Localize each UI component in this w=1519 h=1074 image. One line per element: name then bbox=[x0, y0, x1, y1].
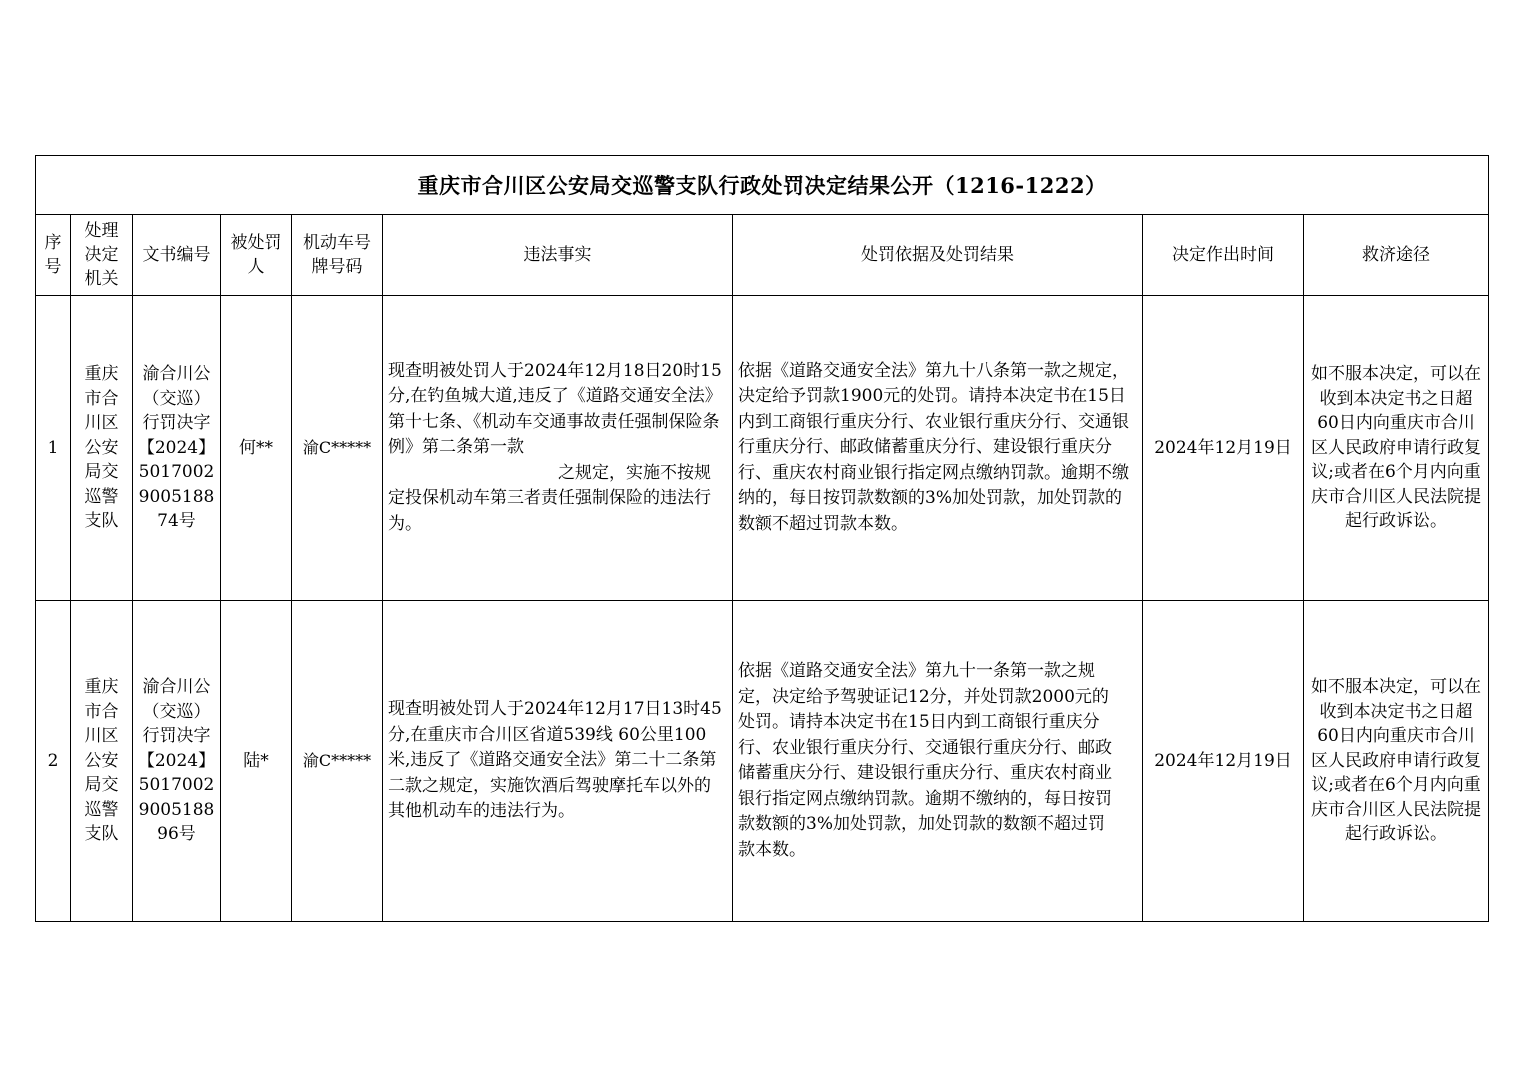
cell-basis bbox=[733, 601, 1143, 922]
cell-facts-text bbox=[383, 359, 732, 538]
cell-plate: 渝C***** bbox=[292, 296, 383, 601]
table-title: 重庆市合川区公安局交巡警支队行政处罚决定结果公开（1216-1222） bbox=[36, 156, 1489, 215]
header-facts: 违法事实 bbox=[383, 215, 733, 296]
cell-seq: 2 bbox=[36, 601, 71, 922]
cell-plate: 渝C***** bbox=[292, 601, 383, 922]
header-date: 决定作出时间 bbox=[1143, 215, 1304, 296]
header-basis: 处罚依据及处罚结果 bbox=[733, 215, 1143, 296]
cell-doc-no bbox=[133, 296, 221, 601]
table-row bbox=[36, 601, 1489, 922]
cell-remedy bbox=[1304, 601, 1489, 922]
cell-basis-text: 依据《道路交通安全法》第九十八条第一款之规定，决定给予罚款1900元的处罚。请持本决定书在15日内到工商银行重庆分行、农业银行重庆分行、交通银行重庆分行、邮政储蓄重庆分行、建设银行重庆分行、重庆农村商业银行指定网点缴纳罚款。逾期不缴纳的，每日按罚款数额的3%加处罚款，加处罚款的数额不超过罚款本数。 bbox=[738, 360, 1129, 534]
header-plate bbox=[292, 215, 383, 296]
cell-person: 何** bbox=[221, 296, 292, 601]
cell-remedy-text: 如不服本决定，可以在收到本决定书之日超60日内向重庆市合川区人民政府申请行政复议;或者在6个月内向重庆市合川区人民法院提起行政诉讼。 bbox=[1311, 677, 1482, 845]
cell-remedy bbox=[1304, 296, 1489, 601]
cell-agency-text: 重庆市合川区公安局交巡警支队 bbox=[84, 364, 119, 532]
cell-seq: 1 bbox=[36, 296, 71, 601]
cell-doc-no bbox=[133, 601, 221, 922]
cell-facts-text: 现查明被处罚人于2024年12月17日13时45分,在重庆市合川区省道539线 60公里100米,违反了《道路交通安全法》第二十二条第二款之规定，实施饮酒后驾驶摩托车以外的其他机动车的违法行为。 bbox=[388, 699, 722, 822]
cell-agency bbox=[71, 296, 133, 601]
penalty-disclosure-table bbox=[35, 155, 1489, 922]
header-seq-label: 序号 bbox=[44, 233, 62, 277]
header-remedy: 救济途径 bbox=[1304, 215, 1489, 296]
header-agency-label: 处理决定机关 bbox=[84, 221, 119, 289]
cell-facts bbox=[383, 601, 733, 922]
cell-date: 2024年12月19日 bbox=[1143, 601, 1304, 922]
table-row bbox=[36, 296, 1489, 601]
cell-remedy-text: 如不服本决定，可以在收到本决定书之日超60日内向重庆市合川区人民政府申请行政复议;或者在6个月内向重庆市合川区人民法院提起行政诉讼。 bbox=[1311, 364, 1482, 532]
cell-agency-text: 重庆市合川区公安局交巡警支队 bbox=[84, 677, 119, 845]
header-doc-no: 文书编号 bbox=[133, 215, 221, 296]
title-row bbox=[36, 156, 1489, 215]
facts-line-2: 之规定，实施不按规定投保机动车第三者责任强制保险的违法行为。 bbox=[388, 462, 711, 534]
cell-basis bbox=[733, 296, 1143, 601]
cell-doc-no-text: 渝合川公（交巡）行罚决字【2024】5017002900518874号 bbox=[137, 364, 216, 532]
header-plate-label: 机动车号牌号码 bbox=[303, 233, 371, 277]
cell-agency bbox=[71, 601, 133, 922]
cell-date: 2024年12月19日 bbox=[1143, 296, 1304, 601]
header-person-label: 被处罚人 bbox=[230, 233, 282, 277]
header-seq bbox=[36, 215, 71, 296]
header-agency bbox=[71, 215, 133, 296]
facts-line-1: 现查明被处罚人于2024年12月18日20时15分,在钓鱼城大道,违反了《道路交通安全法》第十七条、《机动车交通事故责任强制保险条例》第二条第一款 bbox=[388, 360, 722, 458]
cell-facts bbox=[383, 296, 733, 601]
cell-doc-no-text: 渝合川公（交巡）行罚决字【2024】5017002900518896号 bbox=[137, 677, 216, 845]
cell-person: 陆* bbox=[221, 601, 292, 922]
cell-basis-text: 依据《道路交通安全法》第九十一条第一款之规定，决定给予驾驶证记12分，并处罚款2000元的处罚。请持本决定书在15日内到工商银行重庆分行、农业银行重庆分行、交通银行重庆分行、邮政储蓄重庆分行、建设银行重庆分行、重庆农村商业银行指定网点缴纳罚款。逾期不缴纳的，每日按罚款数额的3%加处罚款，加处罚款的数额不超过罚款本数。 bbox=[738, 661, 1112, 860]
header-person bbox=[221, 215, 292, 296]
header-row bbox=[36, 215, 1489, 296]
